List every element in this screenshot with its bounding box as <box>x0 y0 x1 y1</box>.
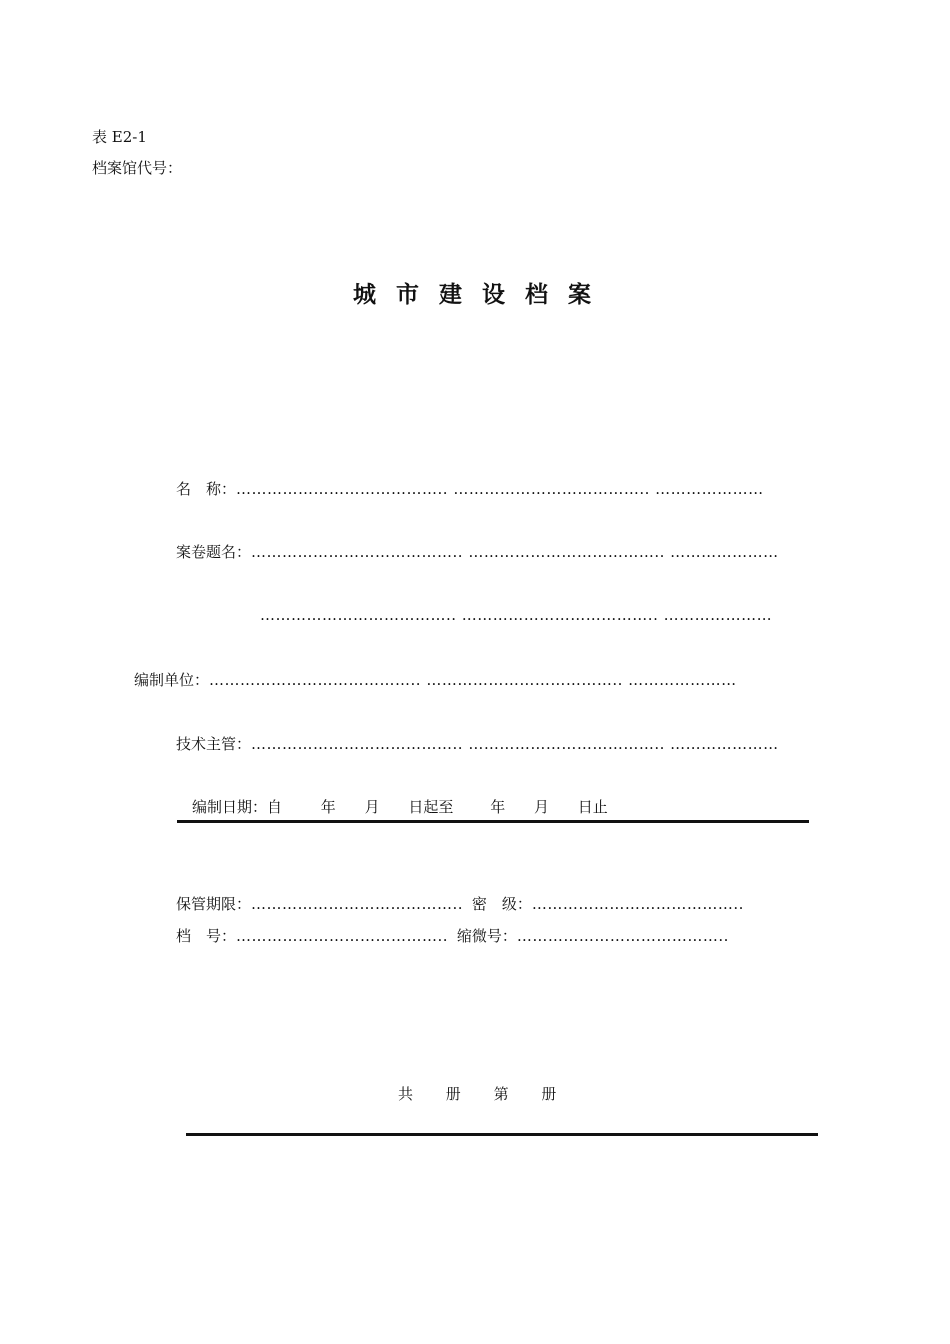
secrecy-label: 密 级： <box>471 895 532 913</box>
compile-date-row <box>192 796 608 817</box>
page-title: 城 市 建 设 档 案 <box>352 282 598 308</box>
volume-unit-1: 册 <box>445 1085 461 1103</box>
volume-title-label: 案卷题名： <box>176 543 252 561</box>
retention-dots: ………………………………….. <box>251 895 464 913</box>
retention-label: 保管期限： <box>176 895 252 913</box>
form-code: 表 E2-1 <box>92 128 147 146</box>
compile-date-day2: 日止 <box>577 798 608 816</box>
microfilm-dots: ………………………………….. <box>516 927 729 945</box>
bottom-rule <box>186 1133 818 1136</box>
compiler-label: 编制单位： <box>134 671 210 689</box>
compile-date-year1: 年 <box>320 798 336 816</box>
volume-unit-2: 册 <box>541 1085 557 1103</box>
volume-title-line2 <box>260 606 772 624</box>
compile-date-year2: 年 <box>490 798 506 816</box>
name-label: 名 称： <box>176 480 237 498</box>
microfilm-label: 缩微号： <box>456 927 517 945</box>
volume-title-dots: ………………………………….. ……………………………….. ………………… <box>251 543 779 561</box>
tech-manager-label: 技术主管： <box>176 735 252 753</box>
compiler-field <box>134 669 737 690</box>
compile-date-day1: 日起至 <box>408 798 454 816</box>
name-dots: ………………………………….. ……………………………….. ………………… <box>236 480 764 498</box>
retention-secrecy-row <box>176 893 744 914</box>
file-microfilm-row <box>176 925 729 946</box>
volume-title-dots-line2: ……………………………….. ……………………………….. ………………… <box>260 606 773 624</box>
compiler-dots: ………………………………….. ……………………………….. ………………… <box>209 671 737 689</box>
tech-manager-field <box>176 733 779 754</box>
file-no-label: 档 号： <box>176 927 237 945</box>
date-underline <box>177 820 809 823</box>
volume-index: 第 <box>493 1085 509 1103</box>
tech-manager-dots: ………………………………….. ……………………………….. ………………… <box>251 735 779 753</box>
volume-title-field <box>176 541 779 562</box>
archive-code-label: 档案馆代号： <box>92 159 183 177</box>
file-no-dots: ………………………………….. <box>236 927 449 945</box>
compile-date-month2: 月 <box>533 798 549 816</box>
volume-count-row <box>398 1083 556 1104</box>
secrecy-dots: ………………………………….. <box>531 895 744 913</box>
compile-date-label: 编制日期：自 <box>192 798 283 816</box>
name-field <box>176 478 764 499</box>
volume-total: 共 <box>398 1085 414 1103</box>
compile-date-month1: 月 <box>364 798 380 816</box>
